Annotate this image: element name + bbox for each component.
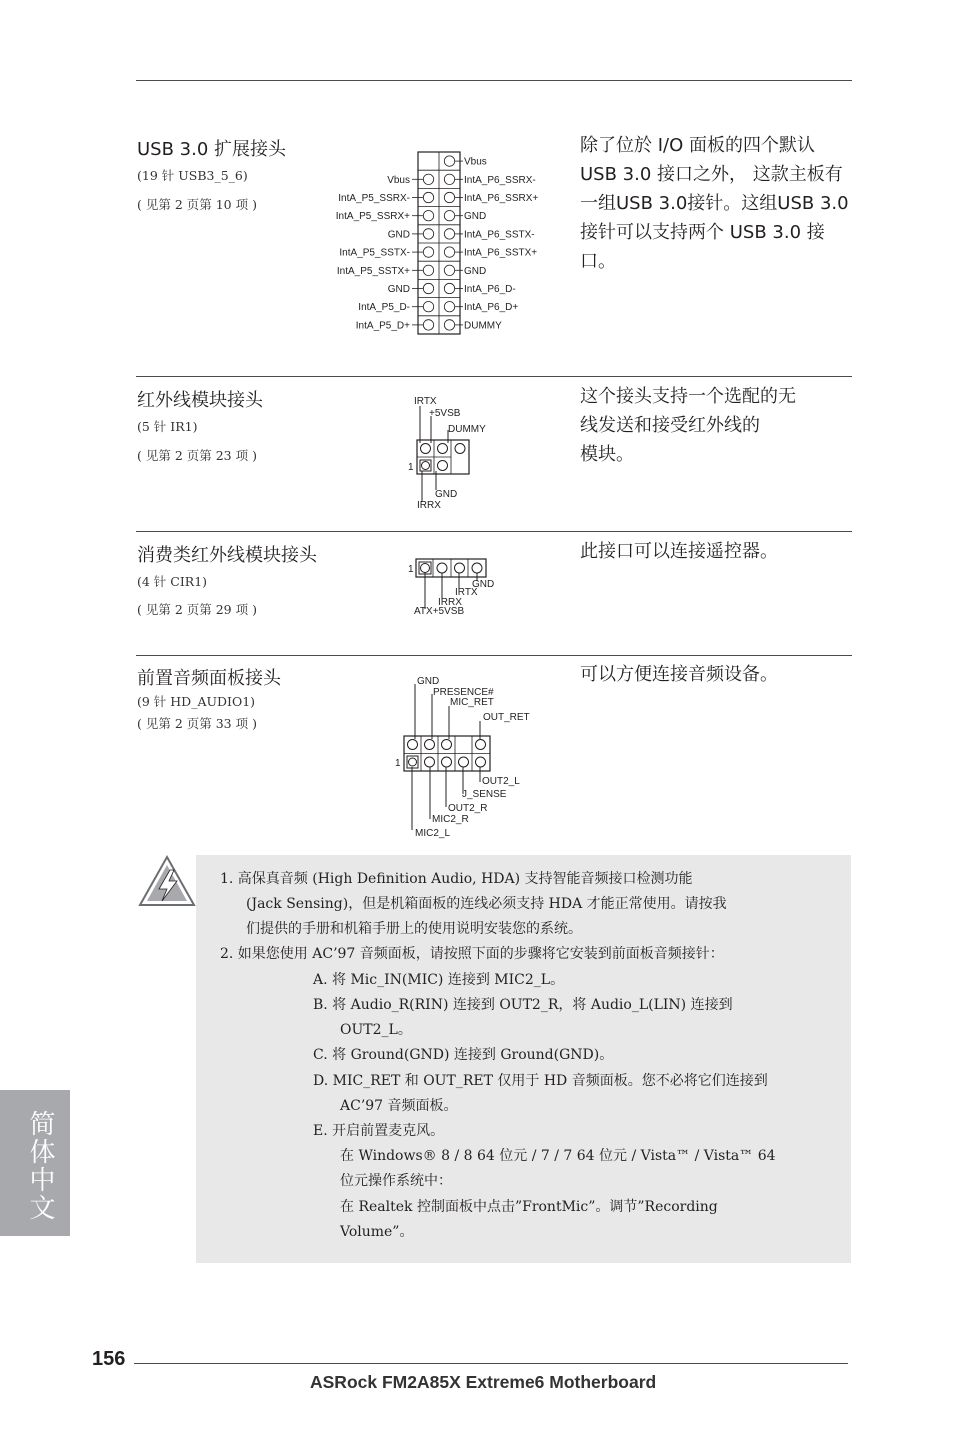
audio-pin-label: MIC2_R (432, 814, 469, 825)
note-line: OUT2_L。 (340, 1022, 412, 1038)
usb3-pin (444, 211, 454, 221)
note-line: A. 将 Mic_IN(MIC) 连接到 MIC2_L。 (313, 972, 565, 988)
usb3-pin (444, 247, 454, 257)
usb3-pin (423, 302, 433, 312)
cir-pin-label: ATX+5VSB (414, 606, 465, 617)
usb3-pin-label: IntA_P5_SSTX+ (336, 265, 410, 277)
ir-desc-line: 这个接头支持一个选配的无 (580, 386, 796, 407)
top-rule (136, 80, 852, 81)
cir-header-title: 消费类红外线模块接头 (137, 545, 317, 566)
ir-pin-label: GND (435, 489, 458, 500)
cir-pin-label: GND (472, 579, 495, 590)
usb3-pin (444, 174, 454, 184)
usb3-pin-label: IntA_P5_SSRX+ (335, 211, 410, 223)
usb3-pin (423, 283, 433, 293)
usb3-pin-label: DUMMY (464, 320, 502, 332)
ir-pin-label: IRRX (417, 500, 441, 511)
usb3-pin (444, 302, 454, 312)
note-line: C. 将 Ground(GND) 连接到 Ground(GND)。 (313, 1047, 614, 1063)
audio-desc-line: 可以方便连接音频设备。 (580, 664, 778, 685)
section-divider (136, 531, 852, 532)
ir-pin-label: IRTX (414, 396, 437, 407)
cir-pin-label: 1 (408, 564, 414, 575)
audio-description (580, 660, 778, 689)
note-line: 在 Realtek 控制面板中点击”FrontMic”。调节”Recording (340, 1199, 718, 1215)
audio-header-ref: ( 见第 2 页第 33 项 ) (137, 716, 257, 731)
usb3-pin-label: Vbus (464, 156, 487, 168)
usb3-pin (423, 229, 433, 239)
cir-pin-label: IRTX (455, 587, 478, 598)
usb3-pin-label: GND (387, 284, 410, 295)
audio-pin-label: GND (417, 676, 440, 687)
usb3-pin-label: IntA_P5_SSTX- (339, 247, 410, 259)
audio-header-pins: (9 针 HD_AUDIO1) (137, 694, 256, 709)
note-line: B. 将 Audio_R(RIN) 连接到 OUT2_R，将 Audio_L(LIN) 连接到 (313, 997, 733, 1013)
cir-header-ref: ( 见第 2 页第 29 项 ) (137, 602, 257, 617)
usb3-pin-label: IntA_P6_D+ (464, 302, 519, 314)
footer-title: ASRock FM2A85X Extreme6 Motherboard (310, 1372, 657, 1392)
warning-icon (137, 853, 197, 911)
note-line: (Jack Sensing)，但是机箱面板的连线必须支持 HDA 才能正常使用。请按我 (246, 896, 727, 912)
note-line: 1. 高保真音频 (High Definition Audio, HDA) 支持智能音频接口检测功能 (220, 871, 693, 887)
ir-pin-label: 1 (408, 462, 414, 473)
usb3-pin-label: IntA_P6_SSRX- (464, 174, 536, 186)
audio-header-title: 前置音频面板接头 (137, 668, 281, 689)
usb3-pin-label: IntA_P6_D- (464, 284, 516, 295)
usb3-header-ref: ( 见第 2 页第 10 项 ) (137, 197, 257, 212)
audio-pin-label: MIC2_L (415, 828, 451, 839)
ir-description (580, 382, 796, 469)
usb3-pin-label: IntA_P5_D+ (355, 320, 410, 332)
note-line: AC’97 音频面板。 (340, 1098, 458, 1114)
usb3-desc-line: 除了位於 I/O 面板的四个默认 (580, 135, 815, 156)
usb3-header-pins: (19 针 USB3_5_6) (137, 168, 248, 183)
usb3-pin (423, 265, 433, 275)
usb3-desc-line: 口。 (580, 251, 616, 272)
usb3-pin-label: IntA_P6_SSTX- (464, 229, 535, 241)
cir-description (580, 537, 778, 566)
usb3-pin (423, 211, 433, 221)
audio-pin-label: 1 (395, 758, 401, 769)
ir-desc-line: 线发送和接受红外线的 (580, 415, 760, 436)
cir-pin-label: IRRX (438, 597, 462, 608)
usb3-pin (444, 229, 454, 239)
language-side-label: 简体中文 (25, 1110, 55, 1222)
note-line: 在 Windows® 8 / 8 64 位元 / 7 / 7 64 位元 / Vista™ / Vista™ 64 (340, 1148, 776, 1164)
ir-pin-label: DUMMY (448, 424, 486, 435)
note-line: 位元操作系统中： (340, 1173, 452, 1189)
usb3-pin-diagram (320, 148, 560, 338)
ir-desc-line: 模块。 (580, 444, 634, 465)
ir-header-ref: ( 见第 2 页第 23 项 ) (137, 448, 257, 463)
ir-pin-label: +5VSB (429, 408, 461, 419)
usb3-pin-label: IntA_P6_SSRX+ (464, 193, 539, 204)
usb3-pin (423, 247, 433, 257)
ir-header-pins: (5 针 IR1) (137, 419, 198, 434)
note-line: 2. 如果您使用 AC’97 音频面板，请按照下面的步骤将它安装到前面板音频接针： (220, 946, 724, 962)
usb3-pin (423, 192, 433, 202)
usb3-pin (423, 320, 433, 330)
audio-pin-label: OUT2_R (448, 803, 488, 814)
usb3-pin (444, 283, 454, 293)
audio-pin-label: OUT_RET (483, 712, 530, 723)
usb3-pin (444, 265, 454, 275)
ir-header-title: 红外线模块接头 (137, 390, 263, 411)
usb3-pin-label: GND (464, 211, 487, 223)
usb3-pin-label: Vbus (387, 174, 410, 186)
ir-pin-diagram (400, 390, 510, 515)
usb3-pin-label: IntA_P5_SSRX- (338, 193, 410, 204)
usb3-desc-line: USB 3.0 接口之外， 这款主板有 (580, 164, 843, 185)
usb3-pin-label: GND (464, 265, 487, 277)
cir-header-pins: (4 针 CIR1) (137, 574, 208, 589)
usb3-pin (444, 156, 454, 166)
usb3-description (580, 131, 849, 276)
audio-pin-label: PRESENCE# (433, 687, 494, 698)
audio-pin-label: J_SENSE (462, 789, 507, 800)
cir-desc-line: 此接口可以连接遥控器。 (580, 541, 778, 562)
note-line: Volume”。 (340, 1224, 414, 1240)
note-line: D. MIC_RET 和 OUT_RET 仅用于 HD 音频面板。您不必将它们连接到 (313, 1073, 768, 1089)
usb3-desc-line: 接针可以支持两个 USB 3.0 接 (580, 222, 825, 243)
usb3-desc-line: 一组USB 3.0接针。这组USB 3.0 (580, 193, 849, 214)
footer-rule (134, 1363, 848, 1364)
note-line: E. 开启前置麦克风。 (313, 1123, 445, 1139)
usb3-pin-label: IntA_P5_D- (358, 302, 410, 314)
audio-pin-label: MIC_RET (450, 697, 494, 708)
usb3-pin (423, 174, 433, 184)
audio-pin-diagram (390, 672, 540, 842)
cir-pin-diagram (400, 553, 510, 618)
page-number: 156 (92, 1348, 126, 1370)
usb3-header-title: USB 3.0 扩展接头 (137, 139, 287, 160)
usb3-pin-label: GND (387, 229, 410, 241)
usb3-pin (444, 320, 454, 330)
audio-pin-label: OUT2_L (482, 776, 520, 787)
section-divider (136, 655, 852, 656)
usb3-pin (444, 192, 454, 202)
note-line: 们提供的手册和机箱手册上的使用说明安装您的系统。 (246, 921, 582, 937)
section-divider (136, 376, 852, 377)
usb3-pin-label: IntA_P6_SSTX+ (464, 247, 538, 259)
